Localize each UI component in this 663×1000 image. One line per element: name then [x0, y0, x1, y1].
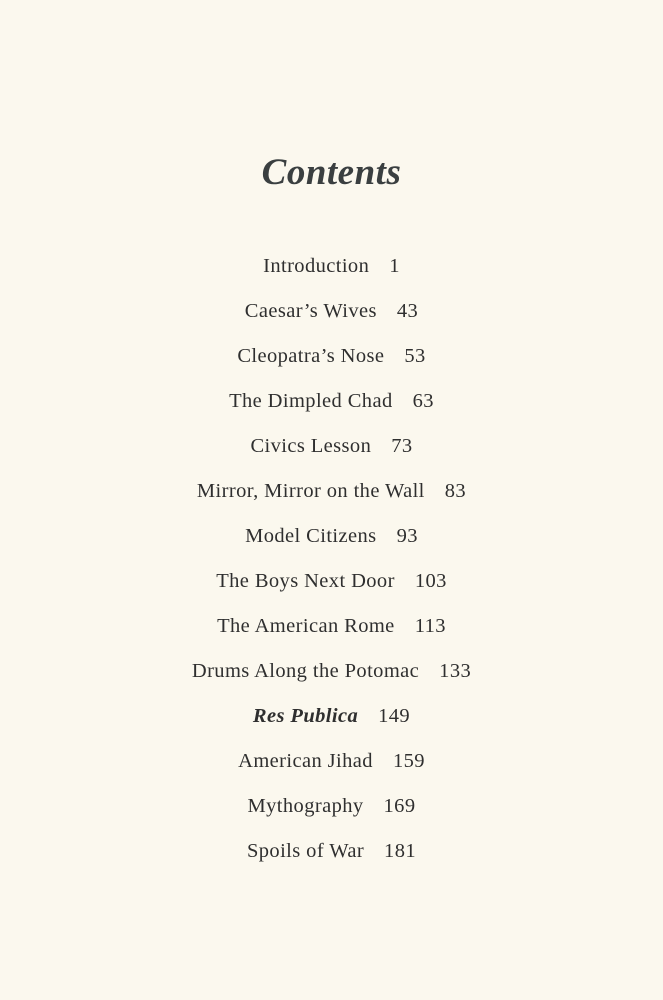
toc-entry-title: Mirror, Mirror on the Wall [196, 480, 425, 502]
toc-entry [0, 609, 663, 654]
toc-entry-page-number: 103 [414, 570, 447, 592]
toc-entry-title: Caesar’s Wives [244, 300, 377, 322]
toc-entry [0, 744, 663, 789]
toc-entry-title: Cleopatra’s Nose [237, 345, 385, 367]
toc-entry-page-number: 53 [404, 345, 426, 367]
toc-entry-page-number: 43 [396, 300, 419, 322]
toc-entry [0, 699, 663, 744]
toc-entry [0, 789, 663, 834]
toc-entry-page-number: 93 [396, 525, 418, 547]
toc-entry [0, 834, 663, 879]
toc-entry [0, 429, 663, 474]
toc-entry-title: American Jihad [238, 750, 373, 772]
toc-entry [0, 564, 663, 609]
toc-entry-title: Model Citizens [245, 525, 377, 547]
toc-entry [0, 339, 663, 384]
toc-entry-title: Mythography [247, 795, 364, 817]
toc-entry-title: The American Rome [217, 615, 395, 637]
toc-entry [0, 384, 663, 429]
toc-entry-page-number: 113 [414, 615, 446, 637]
toc-entry-page-number: 169 [383, 795, 416, 817]
toc-entry [0, 519, 663, 564]
toc-entry-page-number: 73 [391, 435, 413, 457]
toc-entry-title: Introduction [263, 255, 370, 277]
toc-entry-title: Drums Along the Potomac [191, 660, 420, 682]
toc-entry-page-number: 1 [389, 255, 400, 277]
toc-entry-page-number: 159 [392, 750, 425, 772]
toc-entry-page-number: 181 [384, 840, 416, 862]
toc-entry-title: The Boys Next Door [216, 570, 395, 592]
toc-entry-title: The Dimpled Chad [229, 390, 393, 412]
page-title: Contents [261, 151, 402, 193]
toc-entry-title: Spoils of War [246, 840, 365, 862]
toc-entry-title: Res Publica [252, 705, 359, 727]
toc-entry-page-number: 149 [378, 705, 411, 727]
table-of-contents [0, 249, 663, 879]
toc-entry-page-number: 83 [444, 480, 467, 502]
toc-entry [0, 474, 663, 519]
toc-entry-page-number: 63 [412, 390, 434, 412]
toc-entry-title: Civics Lesson [250, 435, 372, 457]
toc-entry [0, 654, 663, 699]
toc-entry [0, 294, 663, 339]
toc-entry-page-number: 133 [439, 660, 472, 682]
toc-entry [0, 249, 663, 294]
